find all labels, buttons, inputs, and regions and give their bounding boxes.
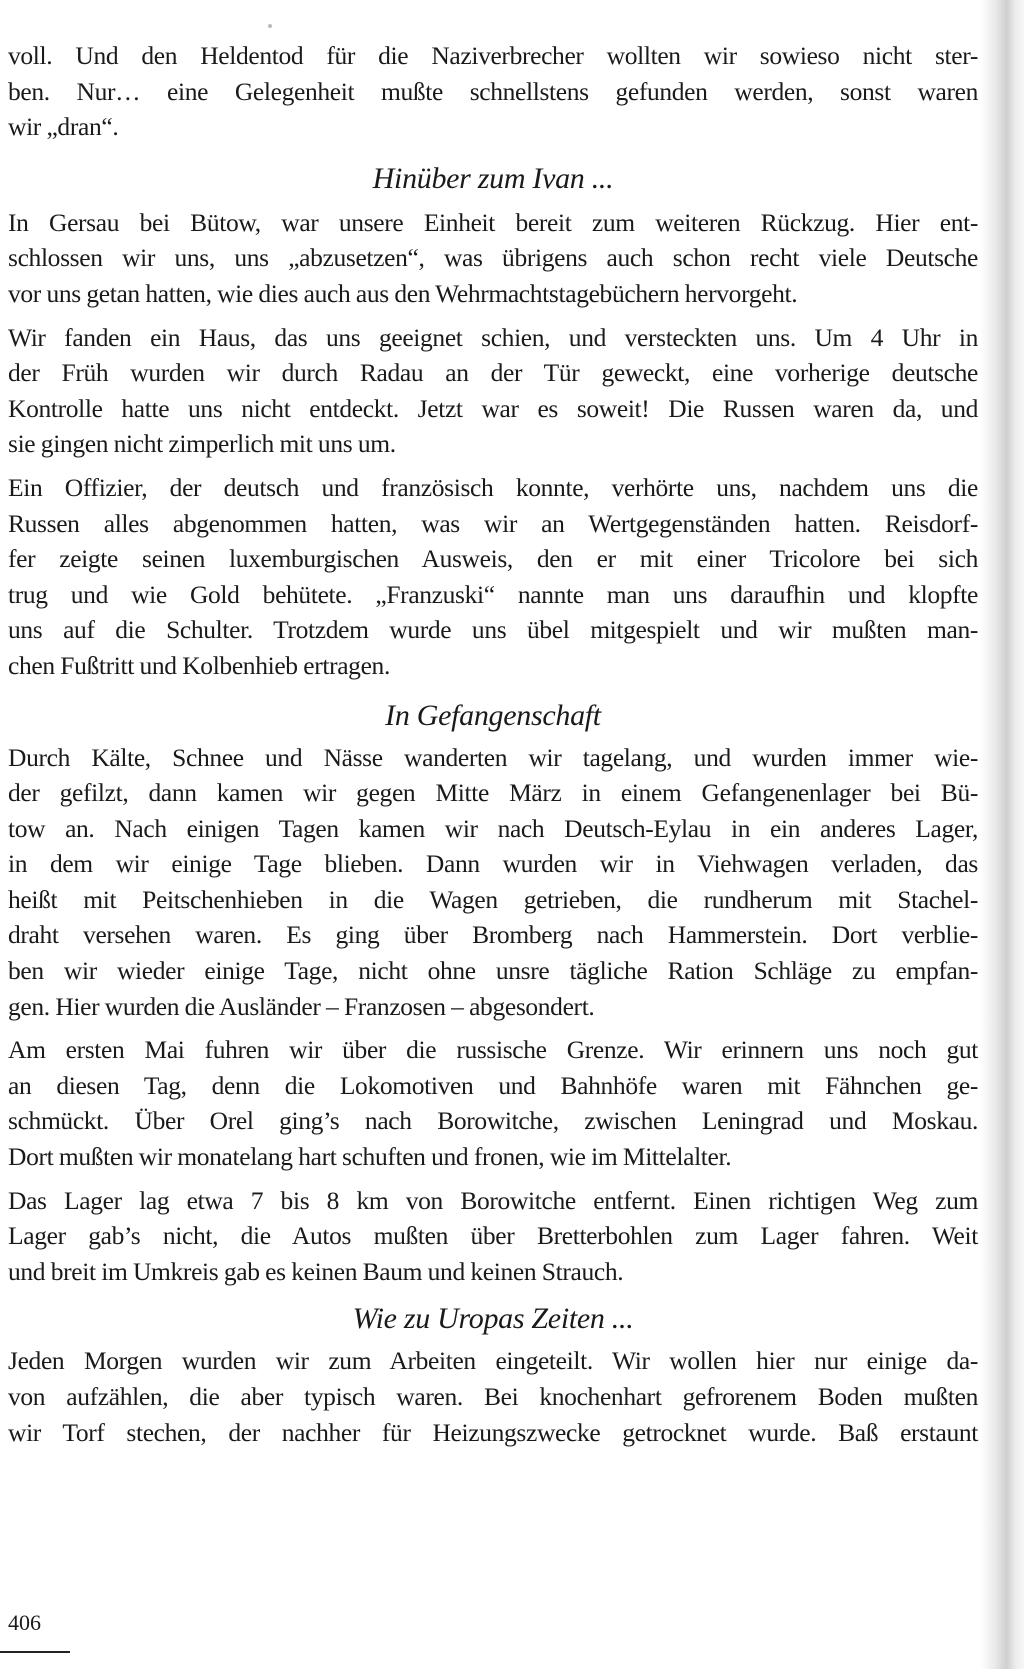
text-line: Am ersten Mai fuhren wir über die russische Grenze. Wir erinnern uns noch gut <box>8 1035 978 1065</box>
text-line: chen Fußtritt und Kolbenhieb ertragen. <box>8 650 390 680</box>
text-line: gen. Hier wurden die Ausländer – Franzosen – abgesondert. <box>8 991 595 1021</box>
page-body <box>8 38 978 1458</box>
text-line: Russen alles abgenommen hatten, was wir an Wertgegenständen hatten. Reisdorf- <box>8 508 978 538</box>
text-line: fer zeigte seinen luxemburgischen Ausweis, den er mit einer Tricolore bei sich <box>8 544 978 574</box>
text-line: und breit im Umkreis gab es keinen Baum und keinen Strauch. <box>8 1256 624 1286</box>
text-line: Jeden Morgen wurden wir zum Arbeiten eingeteilt. Wir wollen hier nur einige da- <box>8 1346 978 1376</box>
page-number: 406 <box>8 1610 41 1635</box>
text-line: an diesen Tag, denn die Lokomotiven und Bahnhöfe waren mit Fähnchen ge- <box>8 1070 978 1100</box>
text-line: der Früh wurden wir durch Radau an der Tür geweckt, eine vorherige deutsche <box>8 358 978 388</box>
text-line: wir Torf stechen, der nachher für Heizungszwecke getrocknet wurde. Baß erstaunt <box>8 1417 978 1447</box>
text-line: Das Lager lag etwa 7 bis 8 km von Borowitche entfernt. Einen richtigen Weg zum <box>8 1185 978 1215</box>
text-line: schmückt. Über Orel ging’s nach Borowitche, zwischen Leningrad und Moskau. <box>8 1106 978 1136</box>
text-line: In Gersau bei Bütow, war unsere Einheit bereit zum weiteren Rückzug. Hier ent- <box>8 207 978 237</box>
text-line: trug und wie Gold behütete. „Franzuski“ nannte man uns daraufhin und klopfte <box>8 579 978 609</box>
scan-speck <box>268 24 272 28</box>
text-line: voll. Und den Heldentod für die Naziverbrecher wollten wir sowieso nicht ster- <box>8 41 978 70</box>
text-line: ben. Nur… eine Gelegenheit mußte schnellstens gefunden werden, sonst waren <box>8 76 978 106</box>
page-number-rule <box>0 1651 70 1653</box>
text-line: Dort mußten wir monatelang hart schuften und fronen, wie im Mittelalter. <box>8 1142 732 1172</box>
section-heading: In Gefangenschaft <box>385 698 601 732</box>
text-line: Durch Kälte, Schnee und Nässe wanderten wir tagelang, und wurden immer wie- <box>8 742 978 772</box>
text-line: wir „dran“. <box>8 112 119 142</box>
text-line: vor uns getan hatten, wie dies auch aus den Wehrmachtstagebüchern hervorgeht. <box>8 278 798 308</box>
page-curl-shadow <box>980 0 1024 1669</box>
text-line: in dem wir einige Tage blieben. Dann wurden wir in Viehwagen verladen, das <box>8 849 978 879</box>
text-line: Kontrolle hatte uns nicht entdeckt. Jetzt war es soweit! Die Russen waren da, und <box>8 393 978 423</box>
section-heading: Wie zu Uropas Zeiten ... <box>352 1302 634 1336</box>
text-line: uns auf die Schulter. Trotzdem wurde uns übel mitgespielt und wir mußten man- <box>8 615 978 645</box>
paragraph <box>8 740 978 1025</box>
text-line: Lager gab’s nicht, die Autos mußten über Bretterbohlen zum Lager fahren. Weit <box>8 1221 978 1251</box>
paragraph <box>8 1183 978 1290</box>
text-line: der gefilzt, dann kamen wir gegen Mitte März in einem Gefangenenlager bei Bü- <box>8 778 978 808</box>
paragraph <box>8 1343 978 1450</box>
section-heading: Hinüber zum Ivan ... <box>372 161 614 195</box>
paragraph <box>8 38 978 145</box>
text-line: tow an. Nach einigen Tagen kamen wir nach Deutsch-Eylau in ein anderes Lager, <box>8 813 978 843</box>
text-line: draht versehen waren. Es ging über Bromberg nach Hammerstein. Dort verblie- <box>8 920 978 950</box>
text-line: ben wir wieder einige Tage, nicht ohne unsre tägliche Ration Schläge zu empfan- <box>8 956 978 986</box>
text-line: sie gingen nicht zimperlich mit uns um. <box>8 429 396 459</box>
paragraph <box>8 320 978 462</box>
text-line: schlossen wir uns, uns „abzusetzen“, was übrigens auch schon recht viele Deutsche <box>8 243 978 273</box>
text-line: heißt mit Peitschenhieben in die Wagen getrieben, die rundherum mit Stachel- <box>8 884 978 914</box>
text-line: Ein Offizier, der deutsch und französisch konnte, verhörte uns, nachdem uns die <box>8 472 978 502</box>
paragraph <box>8 1032 978 1174</box>
text-line: Wir fanden ein Haus, das uns geeignet schien, und versteckten uns. Um 4 Uhr in <box>8 322 978 352</box>
paragraph <box>8 470 978 684</box>
paragraph <box>8 205 978 312</box>
text-line: von aufzählen, die aber typisch waren. Bei knochenhart gefrorenem Boden mußten <box>8 1382 978 1411</box>
